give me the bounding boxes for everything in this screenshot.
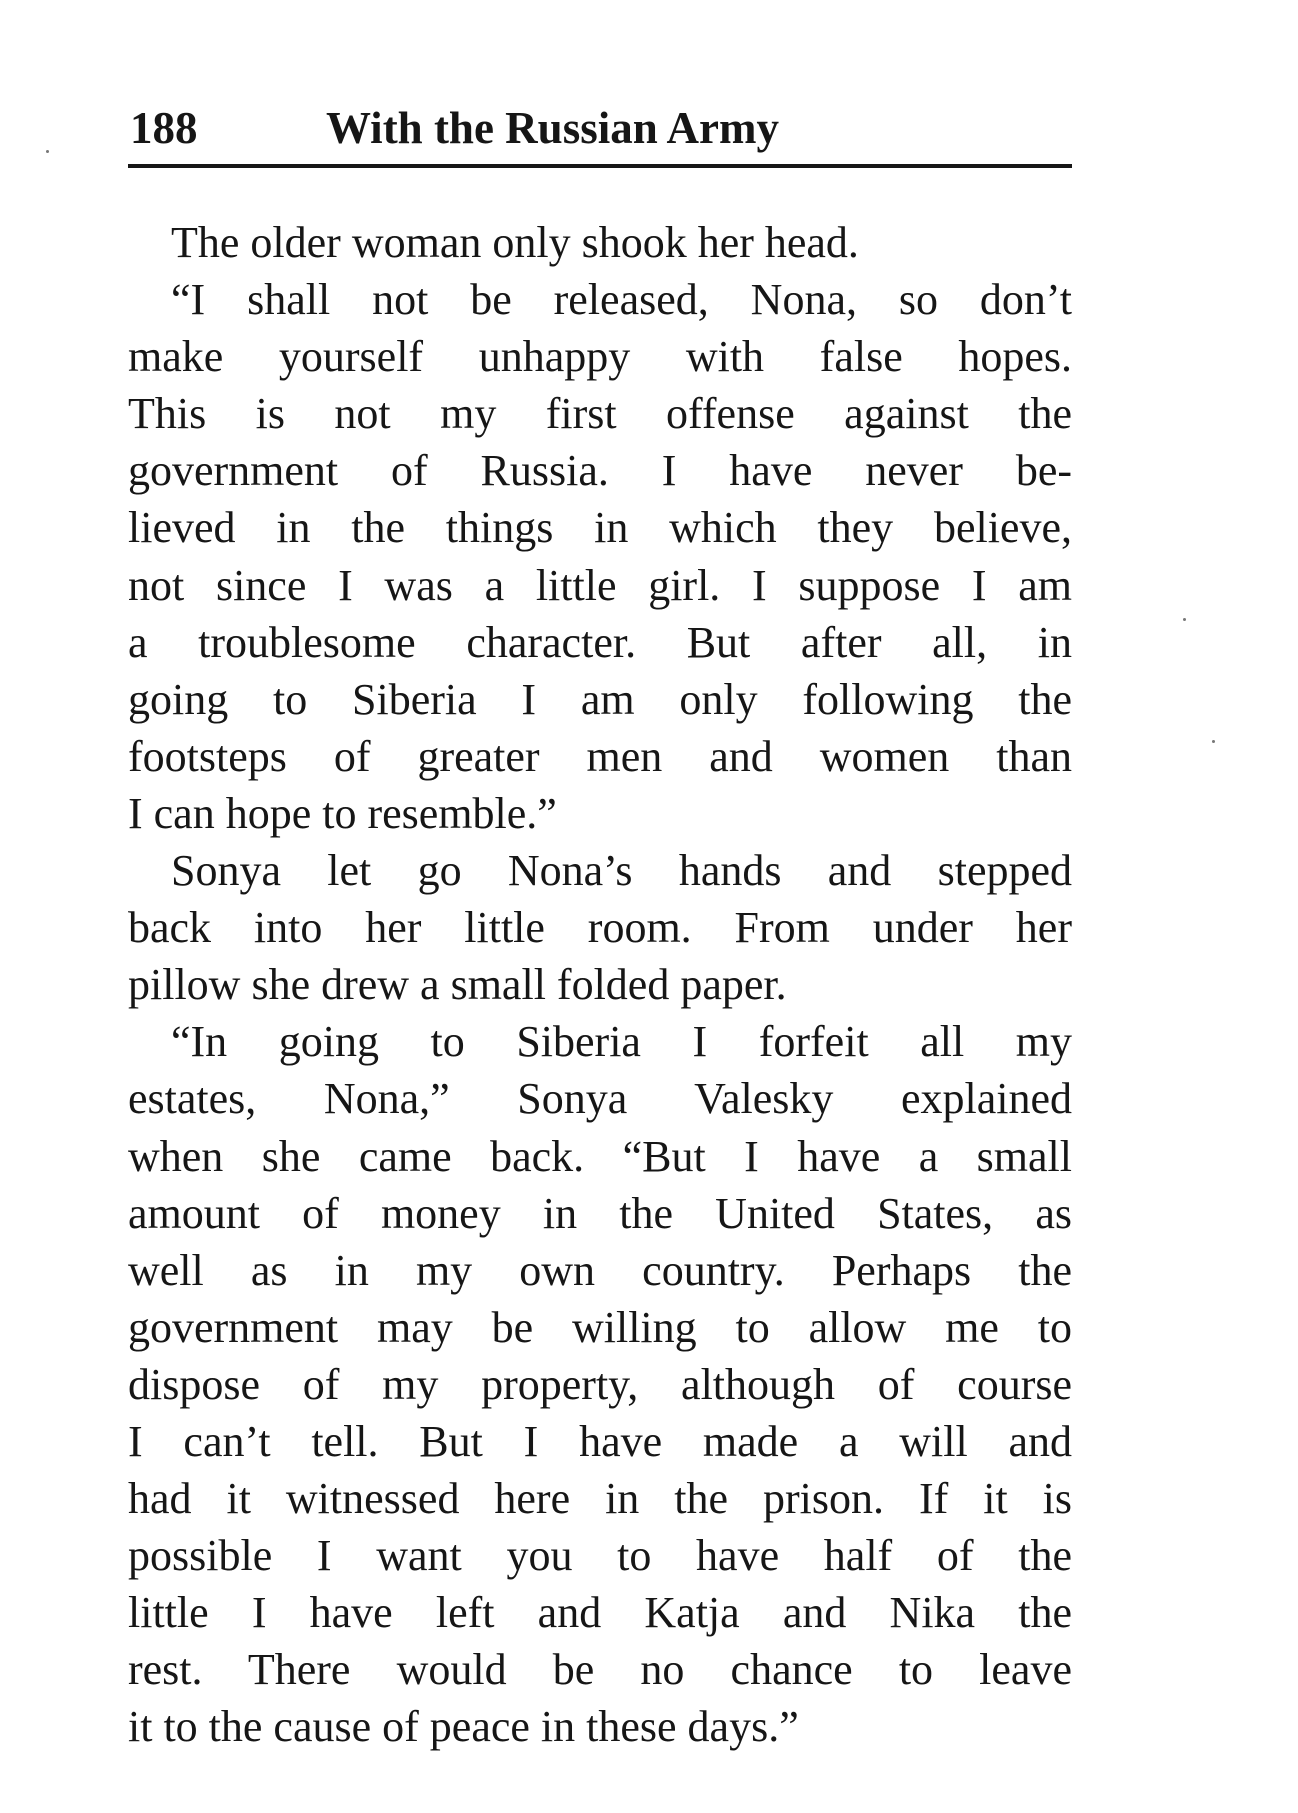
text-line: I can’t tell. But I have made a will and [128, 1416, 1072, 1466]
text-line: possible I want you to have half of the [128, 1531, 1072, 1581]
text-line: estates, Nona,” Sonya Valesky explained [128, 1074, 1072, 1124]
text-line: Sonya let go Nona’s hands and stepped [171, 846, 1072, 896]
scan-speck [1212, 740, 1215, 743]
scan-speck [1183, 618, 1186, 621]
text-line: The older woman only shook her head. [171, 218, 859, 267]
body-text [128, 214, 1072, 1756]
text-line: had it witnessed here in the prison. If it is [128, 1474, 1072, 1524]
text-line: back into her little room. From under her [128, 903, 1072, 953]
text-line: I can hope to resemble.” [128, 788, 557, 838]
text-line: footsteps of greater men and women than [128, 731, 1072, 781]
text-line: government may be willing to allow me to [128, 1302, 1072, 1352]
text-line: rest. There would be no chance to leave [128, 1645, 1072, 1695]
text-line: little I have left and Katja and Nika the [128, 1588, 1072, 1638]
text-line: This is not my first offense against the [128, 389, 1072, 439]
text-line: “I shall not be released, Nona, so don’t [171, 275, 1072, 325]
header-rule [128, 164, 1072, 168]
text-line: going to Siberia I am only following the [128, 674, 1072, 724]
scan-speck [46, 150, 49, 153]
text-line: make yourself unhappy with false hopes. [128, 332, 1072, 382]
text-line: not since I was a little girl. I suppose I am [128, 560, 1072, 610]
text-line: a troublesome character. But after all, in [128, 617, 1072, 667]
text-line: well as in my own country. Perhaps the [128, 1245, 1072, 1295]
text-line: it to the cause of peace in these days.” [128, 1702, 799, 1752]
text-line: lieved in the things in which they believe, [128, 503, 1072, 553]
text-line: government of Russia. I have never be- [128, 446, 1072, 496]
text-line: pillow she drew a small folded paper. [128, 960, 787, 1010]
text-line: amount of money in the United States, as [128, 1188, 1072, 1238]
running-title: With the Russian Army [326, 103, 779, 153]
text-line: “In going to Siberia I forfeit all my [171, 1017, 1072, 1067]
running-head [130, 96, 1072, 160]
text-line: when she came back. “But I have a small [128, 1131, 1072, 1181]
page-number: 188 [130, 103, 198, 153]
text-line: dispose of my property, although of course [128, 1359, 1072, 1409]
